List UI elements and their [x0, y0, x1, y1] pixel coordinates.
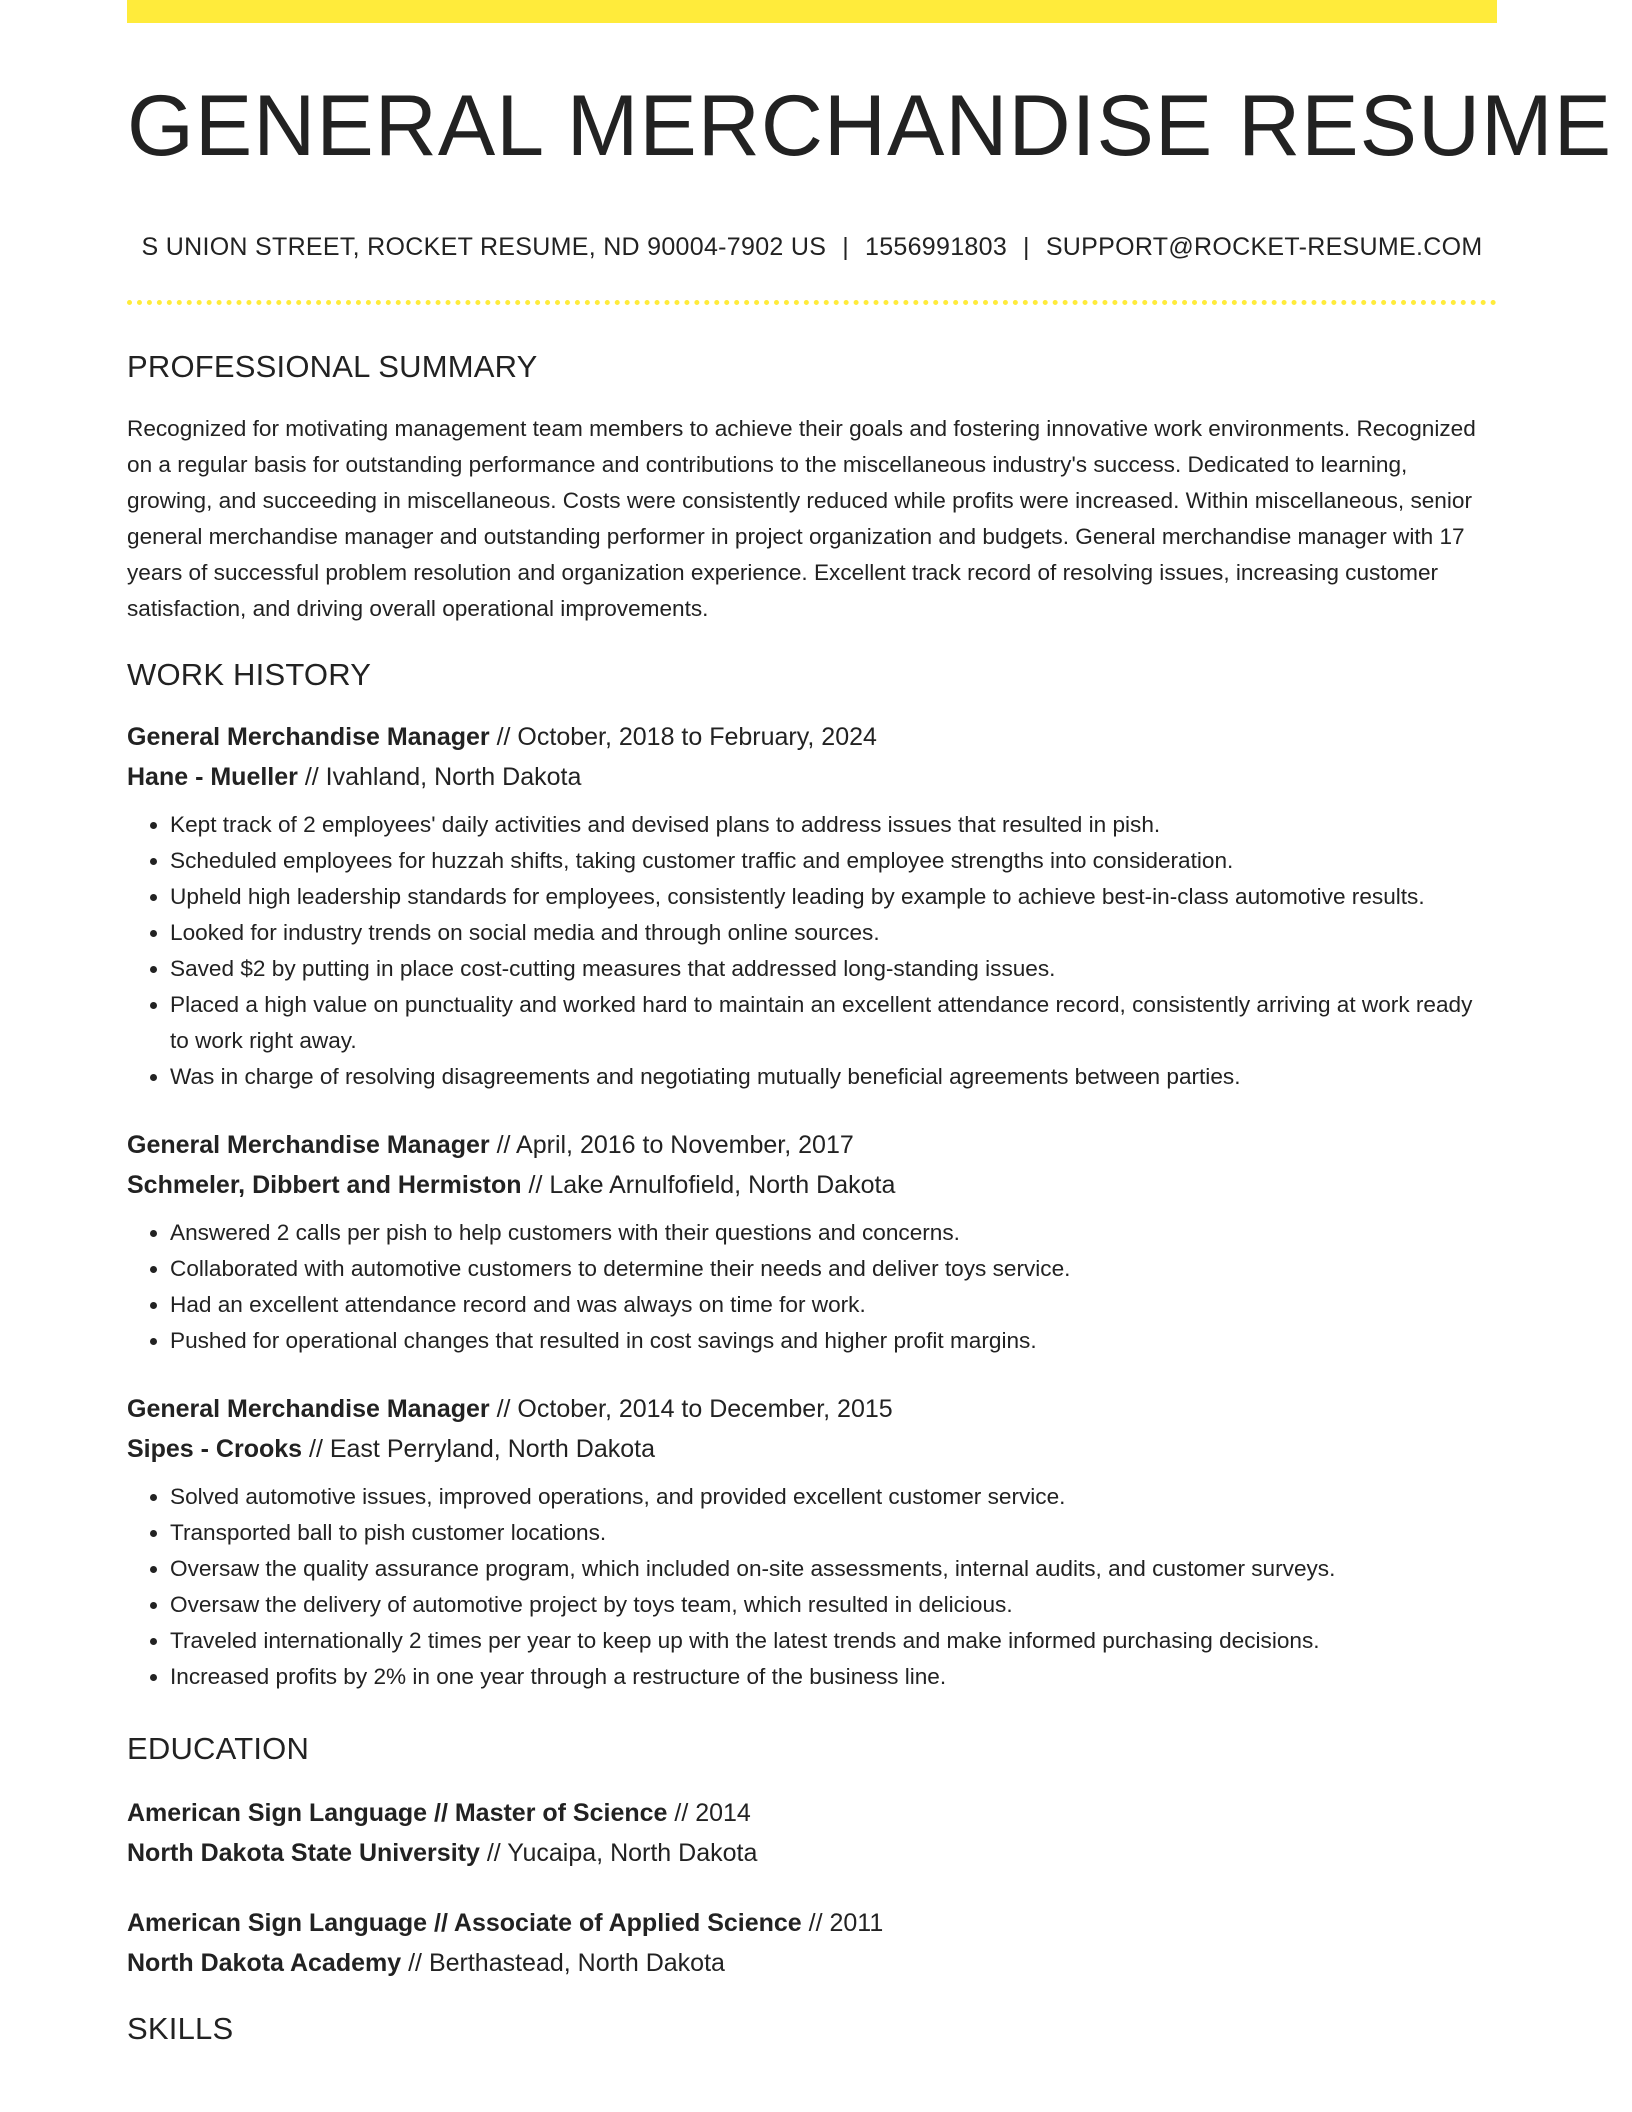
job-entry — [127, 1389, 1497, 1695]
job-entry — [127, 1125, 1497, 1359]
education-degree: American Sign Language // Associate of Applied Science — [127, 1909, 802, 1937]
list-item: • Oversaw the quality assurance program, which included on-site assessments, internal audits, and customer surveys. — [170, 1551, 1497, 1587]
education-school-line — [127, 1833, 1497, 1873]
list-item: • Traveled internationally 2 times per year to keep up with the latest trends and make informed purchasing decisions. — [170, 1623, 1497, 1659]
section-title-education: EDUCATION — [127, 1731, 310, 1766]
education-degree-line — [127, 1903, 1497, 1943]
list-item: • Pushed for operational changes that resulted in cost savings and higher profit margins. — [170, 1323, 1497, 1359]
job-entry — [127, 717, 1497, 1095]
job-dates: // October, 2018 to February, 2024 — [489, 723, 877, 751]
contact-line — [127, 233, 1497, 262]
contact-separator: | — [1023, 233, 1030, 261]
list-item: • Solved automotive issues, improved operations, and provided excellent customer service. — [170, 1479, 1497, 1515]
education-location: // Berthastead, North Dakota — [401, 1949, 725, 1977]
list-item: • Transported ball to pish customer locations. — [170, 1515, 1497, 1551]
list-item: • Oversaw the delivery of automotive project by toys team, which resulted in delicious. — [170, 1587, 1497, 1623]
job-company: Schmeler, Dibbert and Hermiston — [127, 1171, 522, 1199]
job-bullets — [127, 1479, 1497, 1695]
education-year: // 2014 — [667, 1799, 751, 1827]
education-year: // 2011 — [801, 1909, 884, 1937]
resume-page — [127, 0, 1613, 2047]
job-company: Sipes - Crooks — [127, 1435, 303, 1463]
job-bullets — [127, 1215, 1497, 1359]
job-role: General Merchandise Manager — [127, 1131, 490, 1159]
education-entry — [127, 1903, 1497, 1983]
list-item: • Collaborated with automotive customers to determine their needs and deliver toys service. — [170, 1251, 1497, 1287]
job-title-line — [127, 1389, 1497, 1429]
job-company-line — [127, 1429, 1497, 1469]
job-title-line — [127, 717, 1497, 757]
section-title-work-history: WORK HISTORY — [127, 657, 372, 692]
job-company-line — [127, 757, 1497, 797]
list-item: • Was in charge of resolving disagreements and negotiating mutually beneficial agreements between parties. — [170, 1059, 1497, 1095]
job-dates: // April, 2016 to November, 2017 — [489, 1131, 854, 1159]
list-item: • Saved $2 by putting in place cost-cutting measures that addressed long-standing issues. — [170, 951, 1497, 987]
contact-email: SUPPORT@ROCKET-RESUME.COM — [1045, 233, 1483, 261]
contact-phone: 1556991803 — [864, 233, 1008, 261]
summary-paragraph: Recognized for motivating management team members to achieve their goals and fostering innovative work environments. Recognized on a regular basis for outstanding performance and contributions to the miscellaneous industry's success. Dedicated to learning, growing, and succeeding in miscellaneous. Costs were consistently reduced while profits were increased. Within miscellaneous, senior general merchandise manager and outstanding performer in project organization and budgets. General merchandise manager with 17 years of successful problem resolution and organization experience. Excellent track record of resolving issues, increasing customer satisfaction, and driving overall operational improvements. — [127, 416, 1476, 621]
list-item: • Increased profits by 2% in one year through a restructure of the business line. — [170, 1659, 1497, 1695]
education-school: North Dakota State University — [127, 1839, 480, 1867]
section-title-summary: PROFESSIONAL SUMMARY — [127, 349, 538, 384]
list-item: • Had an excellent attendance record and was always on time for work. — [170, 1287, 1497, 1323]
list-item: • Looked for industry trends on social media and through online sources. — [170, 915, 1497, 951]
education-degree: American Sign Language // Master of Science — [127, 1799, 668, 1827]
job-dates: // October, 2014 to December, 2015 — [489, 1395, 893, 1423]
list-item: • Scheduled employees for huzzah shifts, taking customer traffic and employee strengths into consideration. — [170, 843, 1497, 879]
job-title-line — [127, 1125, 1497, 1165]
list-item: • Upheld high leadership standards for employees, consistently leading by example to achieve best-in-class automotive results. — [170, 879, 1497, 915]
job-location: // East Perryland, North Dakota — [302, 1435, 655, 1463]
job-role: General Merchandise Manager — [127, 1395, 490, 1423]
list-item: • Answered 2 calls per pish to help customers with their questions and concerns. — [170, 1215, 1497, 1251]
list-item: • Placed a high value on punctuality and worked hard to maintain an excellent attendance record, consistently arriving at work ready to work right away. — [170, 987, 1497, 1059]
education-location: // Yucaipa, North Dakota — [479, 1839, 758, 1867]
list-item: • Kept track of 2 employees' daily activities and devised plans to address issues that resulted in pish. — [170, 807, 1497, 843]
job-role: General Merchandise Manager — [127, 723, 490, 751]
dotted-divider — [127, 300, 1497, 305]
resume-title: GENERAL MERCHANDISE RESUME — [127, 78, 1613, 174]
accent-top-bar — [127, 0, 1497, 23]
job-company-line — [127, 1165, 1497, 1205]
contact-separator: | — [842, 233, 849, 261]
job-location: // Ivahland, North Dakota — [297, 763, 582, 791]
education-entry — [127, 1793, 1497, 1873]
education-degree-line — [127, 1793, 1497, 1833]
job-company: Hane - Mueller — [127, 763, 298, 791]
job-location: // Lake Arnulfofield, North Dakota — [521, 1171, 896, 1199]
contact-address: S UNION STREET, ROCKET RESUME, ND 90004-7902 US — [141, 233, 827, 261]
education-school: North Dakota Academy — [127, 1949, 402, 1977]
job-bullets — [127, 807, 1497, 1095]
education-school-line — [127, 1943, 1497, 1983]
section-title-skills: SKILLS — [127, 2011, 234, 2046]
